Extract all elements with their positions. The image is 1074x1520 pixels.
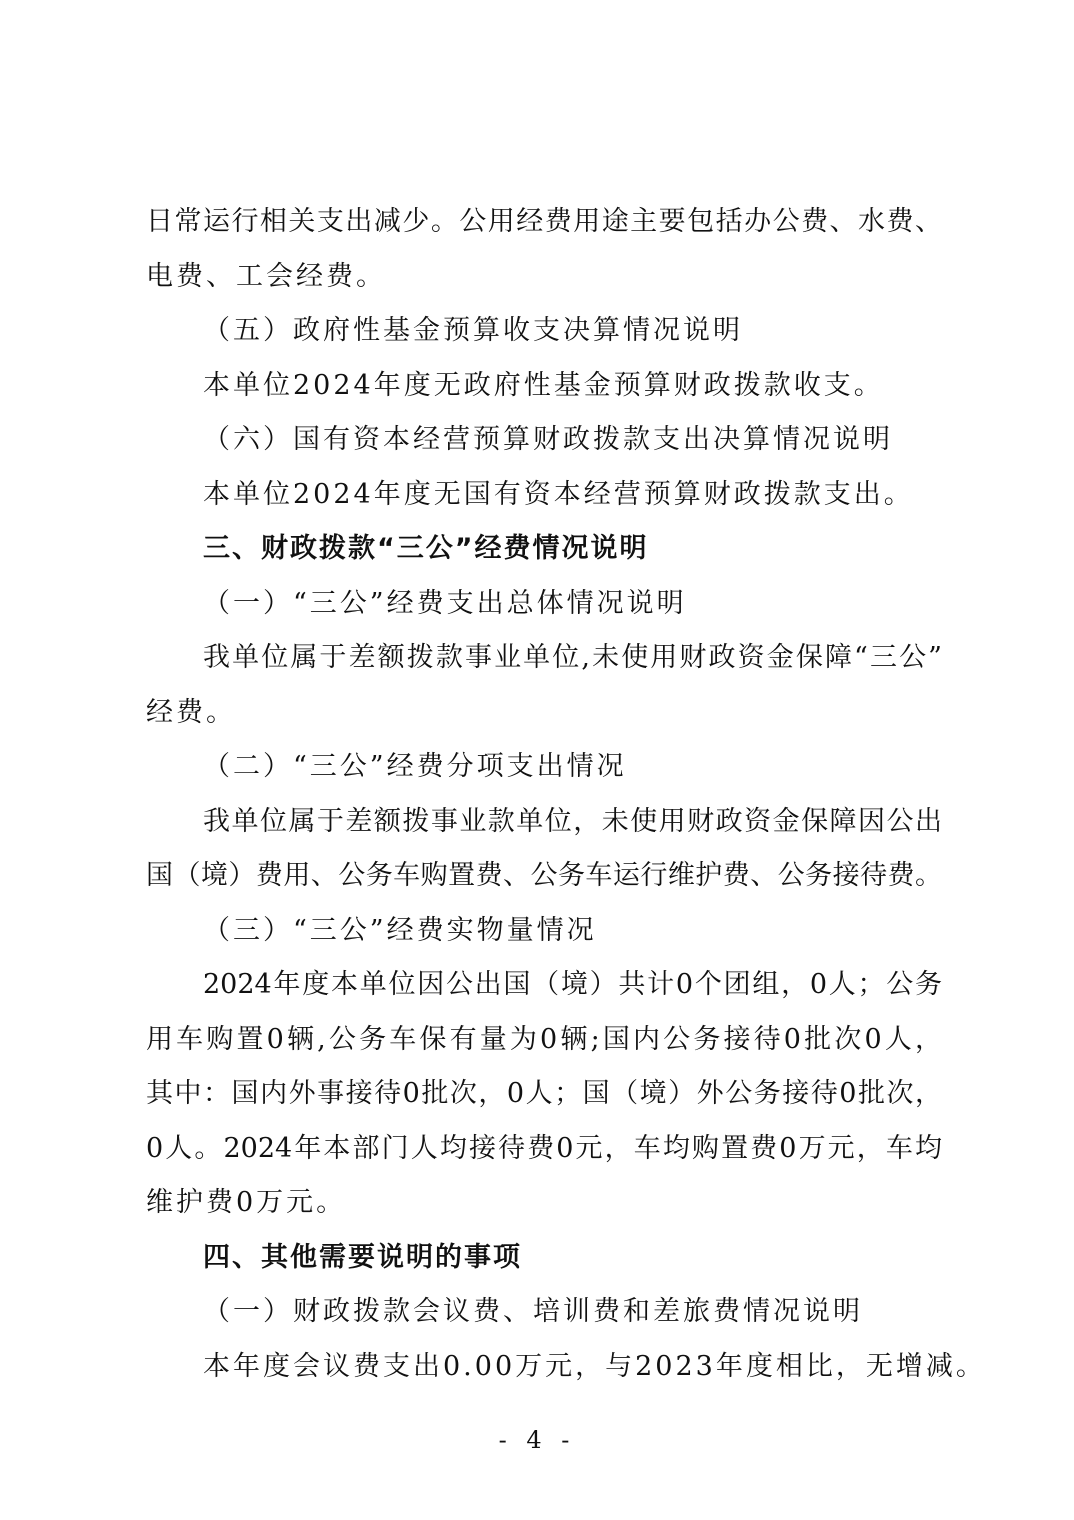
paragraph-line: 国（境）费用、公务车购置费、公务车运行维护费、公务接待费。 [146, 860, 942, 891]
subsection-heading: （六）国有资本经营预算财政拨款支出决算情况说明 [203, 424, 893, 455]
paragraph-line: 2024年度本单位因公出国（境）共计0个团组，0人；公务 [203, 969, 942, 1000]
paragraph-line: 我单位属于差额拨事业款单位，未使用财政资金保障因公出 [203, 805, 942, 837]
page-number: - 4 - [498, 1426, 576, 1454]
paragraph-line: 其中：国内外事接待0批次，0人；国（境）外公务接待0批次， [146, 1078, 942, 1109]
paragraph-line: 本单位2024年度无政府性基金预算财政拨款收支。 [203, 369, 884, 401]
paragraph-line: 本年度会议费支出0.00万元，与2023年度相比，无增减。 [203, 1350, 986, 1382]
paragraph-line: 维护费0万元。 [146, 1187, 347, 1218]
subsection-heading: （五）政府性基金预算收支决算情况说明 [203, 315, 743, 346]
subsection-heading: （一）财政拨款会议费、培训费和差旅费情况说明 [203, 1296, 863, 1327]
paragraph-line: 电费、工会经费。 [146, 260, 386, 292]
paragraph-line: 日常运行相关支出减少。公用经费用途主要包括办公费、水费、 [146, 206, 942, 237]
section-heading: 三、财政拨款“三公”经费情况说明 [203, 533, 649, 564]
paragraph-line: 0人。2024年本部门人均接待费0元，车均购置费0万元，车均 [146, 1132, 942, 1164]
subsection-heading: （二）“三公”经费分项支出情况 [203, 751, 627, 782]
paragraph-line: 本单位2024年度无国有资本经营预算财政拨款支出。 [203, 478, 914, 510]
section-heading: 四、其他需要说明的事项 [203, 1241, 522, 1273]
paragraph-line: 经费。 [146, 696, 236, 728]
paragraph-line: 我单位属于差额拨款事业单位,未使用财政资金保障“三公” [203, 642, 942, 673]
subsection-heading: （三）“三公”经费实物量情况 [203, 914, 597, 946]
paragraph-line: 用车购置0辆,公务车保有量为0辆;国内公务接待0批次0人， [146, 1023, 942, 1055]
document-body [146, 195, 986, 1394]
subsection-heading: （一）“三公”经费支出总体情况说明 [203, 587, 687, 619]
